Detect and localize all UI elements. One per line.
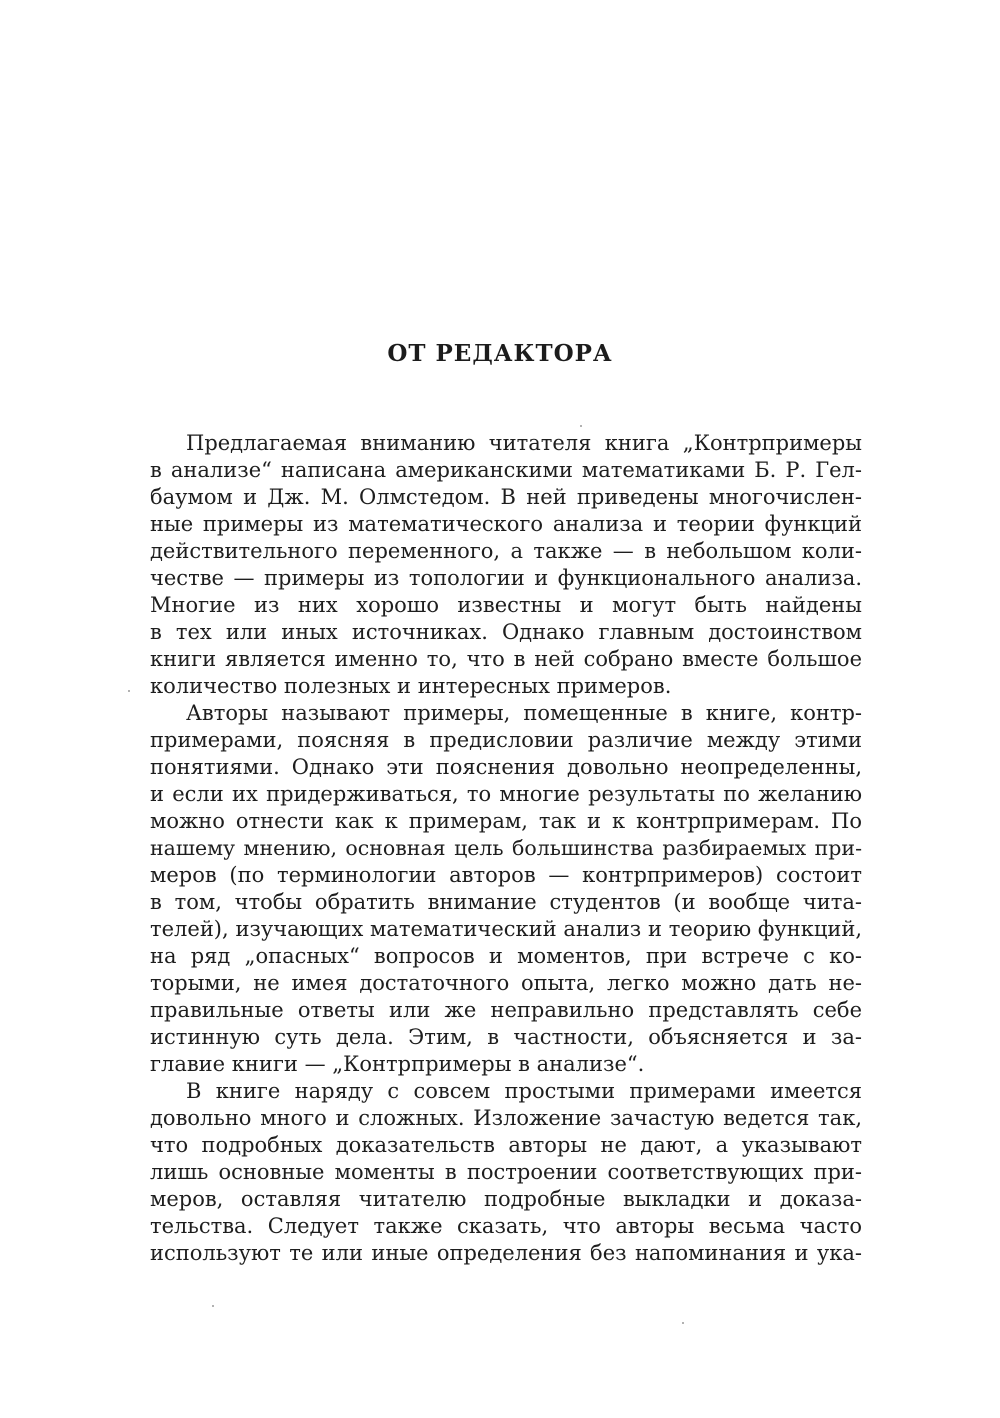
text-line: количество полезных и интересных примеров. <box>150 674 672 698</box>
text-line: книги является именно то, что в ней собрано вместе большое <box>150 647 862 671</box>
text-line: честве — примеры из топологии и функционального анализа. <box>150 566 862 590</box>
text-line: истинную суть дела. Этим, в частности, объясняется и за- <box>150 1025 862 1049</box>
text-line: примерами, поясняя в предисловии различие между этими <box>150 728 862 752</box>
text-line: и если их придерживаться, то многие результаты по желанию <box>150 782 862 806</box>
text-line: на ряд „опасных“ вопросов и моментов, при встрече с ко- <box>150 944 862 968</box>
text-line: главие книги — „Контрпримеры в анализе“. <box>150 1052 645 1076</box>
text-line: Многие из них хорошо известны и могут быть найдены <box>150 593 862 617</box>
scan-speck <box>682 1322 684 1324</box>
text-line: меров, оставляя читателю подробные выкладки и доказа- <box>150 1187 862 1211</box>
paragraph <box>150 1078 862 1267</box>
page-heading: ОТ РЕДАКТОРА <box>387 340 613 367</box>
text-line: телей), изучающих математический анализ и теорию функций, <box>150 917 862 941</box>
text-line: Предлагаемая вниманию читателя книга „Контрпримеры <box>186 431 862 455</box>
text-line: довольно много и сложных. Изложение зачастую ведется так, <box>150 1106 862 1130</box>
text-line: что подробных доказательств авторы не дают, а указывают <box>150 1133 862 1157</box>
text-line: лишь основные моменты в построении соответствующих при- <box>150 1160 862 1184</box>
text-line: меров (по терминологии авторов — контрпримеров) состоит <box>150 863 862 887</box>
text-line: в тех или иных источниках. Однако главным достоинством <box>150 620 862 644</box>
paragraph <box>150 430 862 700</box>
text-line: баумом и Дж. М. Олмстедом. В ней приведены многочислен- <box>150 485 862 509</box>
text-line: В книге наряду с совсем простыми примерами имеется <box>186 1079 862 1103</box>
scan-speck <box>128 690 130 692</box>
text-line: в анализе“ написана американскими математиками Б. Р. Гел- <box>150 458 862 482</box>
text-line: торыми, не имея достаточного опыта, легко можно дать не- <box>150 971 862 995</box>
text-line: действительного переменного, а также — в небольшом коли- <box>150 539 862 563</box>
text-line: тельства. Следует также сказать, что авторы весьма часто <box>150 1214 862 1238</box>
text-line: нашему мнению, основная цель большинства разбираемых при- <box>150 836 862 860</box>
paragraph <box>150 700 862 1078</box>
scan-speck <box>212 1305 214 1307</box>
body-text <box>150 430 862 1267</box>
text-line: можно отнести как к примерам, так и к контрпримерам. По <box>150 809 862 833</box>
text-line: в том, чтобы обратить внимание студентов (и вообще чита- <box>150 890 862 914</box>
text-line: используют те или иные определения без напоминания и ука- <box>150 1241 862 1265</box>
scan-speck <box>580 425 582 427</box>
text-line: понятиями. Однако эти пояснения довольно неопределенны, <box>150 755 862 779</box>
text-line: ные примеры из математического анализа и теории функций <box>150 512 862 536</box>
text-line: Авторы называют примеры, помещенные в книге, контр- <box>186 701 862 725</box>
text-line: правильные ответы или же неправильно представлять себе <box>150 998 862 1022</box>
